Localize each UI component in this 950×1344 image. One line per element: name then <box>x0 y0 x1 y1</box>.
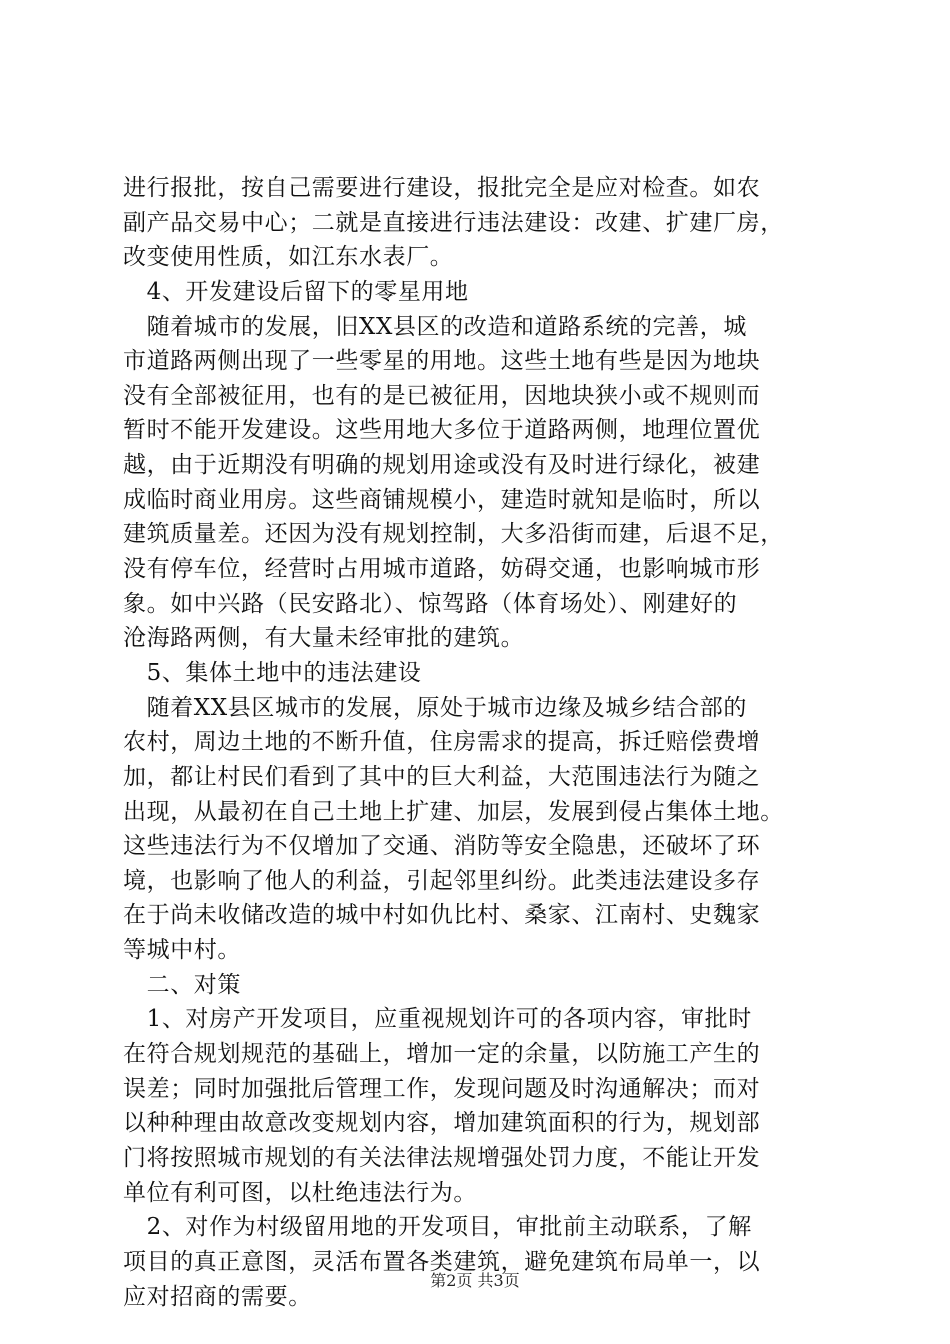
text-line: 随着城市的发展，旧XX县区的改造和道路系统的完善，城 <box>123 313 747 340</box>
text-line: 二、对策 <box>123 971 241 998</box>
text-line: 进行报批，按自己需要进行建设，报批完全是应对检查。如农 <box>123 175 761 201</box>
text-line: 市道路两侧出现了一些零星的用地。这些土地有些是因为地块 <box>123 348 761 375</box>
text-line: 出现，从最初在自己土地上扩建、加层，发展到侵占集体土地。 <box>123 798 784 825</box>
text-line: 单位有利可图，以杜绝违法行为。 <box>123 1179 477 1206</box>
page-footer: 第2页 共3页 <box>430 1271 520 1290</box>
text-line: 5、集体土地中的违法建设 <box>123 659 422 686</box>
text-line: 随着XX县区城市的发展，原处于城市边缘及城乡结合部的 <box>123 694 747 721</box>
text-line: 误差；同时加强批后管理工作，发现问题及时沟通解决；而对 <box>123 1075 761 1102</box>
text-line: 应对招商的需要。 <box>123 1283 312 1310</box>
text-line: 越，由于近期没有明确的规划用途或没有及时进行绿化，被建 <box>123 452 761 479</box>
text-line: 等城中村。 <box>123 937 241 964</box>
text-line: 以种种理由故意改变规划内容，增加建筑面积的行为，规划部 <box>123 1110 761 1137</box>
text-line: 成临时商业用房。这些商铺规模小，建造时就知是临时，所以 <box>123 486 761 513</box>
text-line: 农村，周边土地的不断升值，住房需求的提高，拆迁赔偿费增 <box>123 729 761 756</box>
text-line: 境，也影响了他人的利益，引起邻里纠纷。此类违法建设多存 <box>123 867 761 894</box>
text-line: 副产品交易中心；二就是直接进行违法建设：改建、扩建厂房， <box>123 209 784 236</box>
text-line: 项目的真正意图，灵活布置各类建筑，避免建筑布局单一，以 <box>123 1248 761 1275</box>
text-line: 这些违法行为不仅增加了交通、消防等安全隐患，还破坏了环 <box>123 833 761 860</box>
text-line: 没有停车位，经营时占用城市道路，妨碍交通，也影响城市形 <box>123 556 761 583</box>
text-line: 改变使用性质，如江东水表厂。 <box>123 244 454 271</box>
text-line: 4、开发建设后留下的零星用地 <box>123 278 469 305</box>
text-line: 暂时不能开发建设。这些用地大多位于道路两侧，地理位置优 <box>123 417 761 444</box>
text-line: 象。如中兴路（民安路北）、惊驾路（体育场处）、刚建好的 <box>123 590 738 617</box>
text-line: 门将按照城市规划的有关法律法规增强处罚力度，不能让开发 <box>123 1144 761 1171</box>
text-line: 2、对作为村级留用地的开发项目，审批前主动联系，了解 <box>123 1214 752 1241</box>
text-line: 在符合规划规范的基础上，增加一定的余量，以防施工产生的 <box>123 1041 761 1068</box>
text-line: 沧海路两侧，有大量未经审批的建筑。 <box>123 625 525 652</box>
text-line: 没有全部被征用，也有的是已被征用，因地块狭小或不规则而 <box>123 382 761 409</box>
text-line: 加，都让村民们看到了其中的巨大利益，大范围违法行为随之 <box>123 763 761 790</box>
text-line: 在于尚未收储改造的城中村如仇比村、桑家、江南村、史魏家 <box>123 902 761 929</box>
text-line: 建筑质量差。还因为没有规划控制，大多沿街而建，后退不足， <box>123 521 784 548</box>
text-line: 1、对房产开发项目，应重视规划许可的各项内容，审批时 <box>123 1006 752 1033</box>
document-body <box>123 171 835 1314</box>
